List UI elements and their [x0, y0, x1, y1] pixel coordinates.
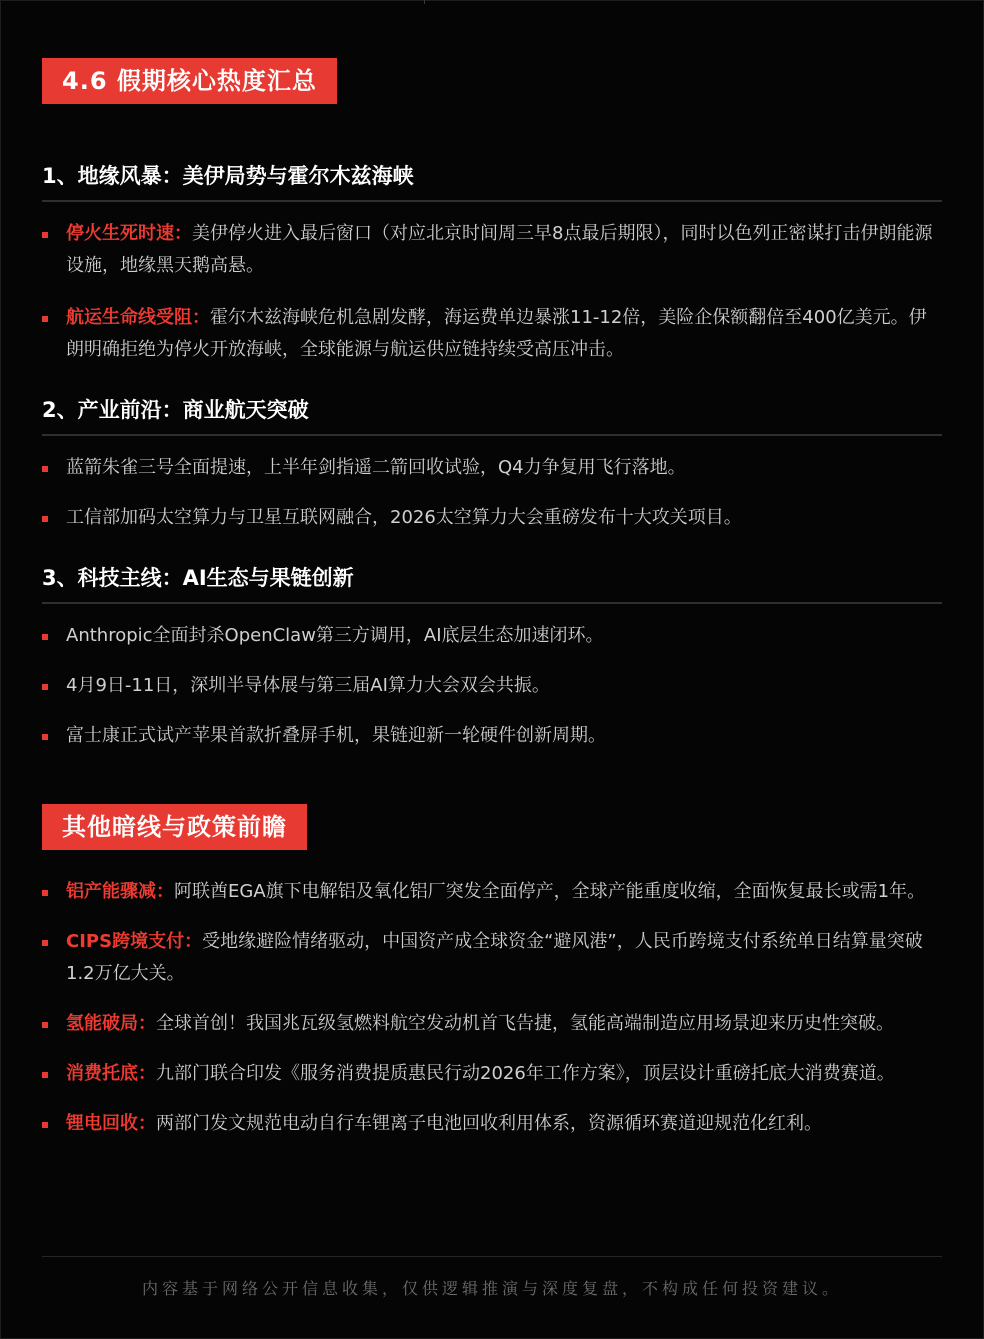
list-item — [42, 302, 942, 366]
square-bullet-icon — [42, 634, 48, 640]
holiday-summary-banner: 4.6 假期核心热度汇总 — [42, 58, 337, 104]
list-item — [42, 720, 942, 752]
list-item — [42, 1058, 942, 1090]
other-signals-list — [42, 876, 942, 1140]
item-text: 工信部加码太空算力与卫星互联网融合，2026太空算力大会重磅发布十大攻关项目。 — [66, 507, 742, 528]
item-label: 锂电回收： — [66, 1113, 156, 1134]
list-item — [42, 1008, 942, 1040]
item-text: 阿联酋EGA旗下电解铝及氧化铝厂突发全面停产，全球产能重度收缩，全面恢复最长或需1年。 — [174, 881, 926, 902]
item-text: 受地缘避险情绪驱动，中国资产成全球资金“避风港”，人民币跨境支付系统单日结算量突破1.2万亿大关。 — [66, 931, 923, 984]
section-title-technology: 3、科技主线：AI生态与果链创新 — [42, 566, 354, 590]
square-bullet-icon — [42, 316, 48, 322]
item-label: 氢能破局： — [66, 1013, 156, 1034]
list-item — [42, 670, 942, 702]
item-label: 铝产能骤减： — [66, 881, 174, 902]
section-title-aerospace: 2、产业前沿：商业航天突破 — [42, 398, 309, 422]
item-text: Anthropic全面封杀OpenClaw第三方调用，AI底层生态加速闭环。 — [66, 625, 604, 646]
item-label: CIPS跨境支付： — [66, 931, 203, 952]
list-item — [42, 452, 942, 484]
aerospace-list — [42, 452, 942, 534]
item-text: 美伊停火进入最后窗口（对应北京时间周三早8点最后期限），同时以色列正密谋打击伊朗能源设施，地缘黑天鹅高悬。 — [66, 223, 933, 276]
list-item — [42, 218, 942, 282]
item-text: 霍尔木兹海峡危机急剧发酵，海运费单边暴涨11-12倍，美险企保额翻倍至400亿美元。伊朗明确拒绝为停火开放海峡，全球能源与航运供应链持续受高压冲击。 — [66, 307, 927, 360]
other-signals-banner: 其他暗线与政策前瞻 — [42, 804, 307, 850]
square-bullet-icon — [42, 684, 48, 690]
square-bullet-icon — [42, 940, 48, 946]
square-bullet-icon — [42, 734, 48, 740]
square-bullet-icon — [42, 1122, 48, 1128]
footer-divider — [42, 1256, 942, 1257]
item-text: 九部门联合印发《服务消费提质惠民行动2026年工作方案》，顶层设计重磅托底大消费赛道。 — [156, 1063, 895, 1084]
square-bullet-icon — [42, 232, 48, 238]
square-bullet-icon — [42, 1022, 48, 1028]
square-bullet-icon — [42, 1072, 48, 1078]
square-bullet-icon — [42, 466, 48, 472]
article-content — [42, 0, 942, 1140]
item-text: 全球首创！我国兆瓦级氢燃料航空发动机首飞告捷，氢能高端制造应用场景迎来历史性突破。 — [156, 1013, 894, 1034]
list-item — [42, 620, 942, 652]
footer-disclaimer: 内容基于网络公开信息收集，仅供逻辑推演与深度复盘，不构成任何投资建议。 — [141, 1279, 842, 1298]
item-label: 航运生命线受阻： — [66, 307, 210, 328]
geopolitics-list — [42, 218, 942, 366]
list-item — [42, 876, 942, 908]
item-label: 消费托底： — [66, 1063, 156, 1084]
square-bullet-icon — [42, 516, 48, 522]
item-text: 富士康正式试产苹果首款折叠屏手机，果链迎新一轮硬件创新周期。 — [66, 725, 606, 746]
item-text: 蓝箭朱雀三号全面提速，上半年剑指遥二箭回收试验，Q4力争复用飞行落地。 — [66, 457, 686, 478]
list-item — [42, 926, 942, 990]
item-text: 4月9日-11日，深圳半导体展与第三届AI算力大会双会共振。 — [66, 675, 550, 696]
item-label: 停火生死时速： — [66, 223, 192, 244]
section-title-geopolitics: 1、地缘风暴：美伊局势与霍尔木兹海峡 — [42, 164, 414, 188]
technology-list — [42, 620, 942, 752]
list-item — [42, 1108, 942, 1140]
item-text: 两部门发文规范电动自行车锂离子电池回收利用体系，资源循环赛道迎规范化红利。 — [156, 1113, 822, 1134]
list-item — [42, 502, 942, 534]
square-bullet-icon — [42, 890, 48, 896]
